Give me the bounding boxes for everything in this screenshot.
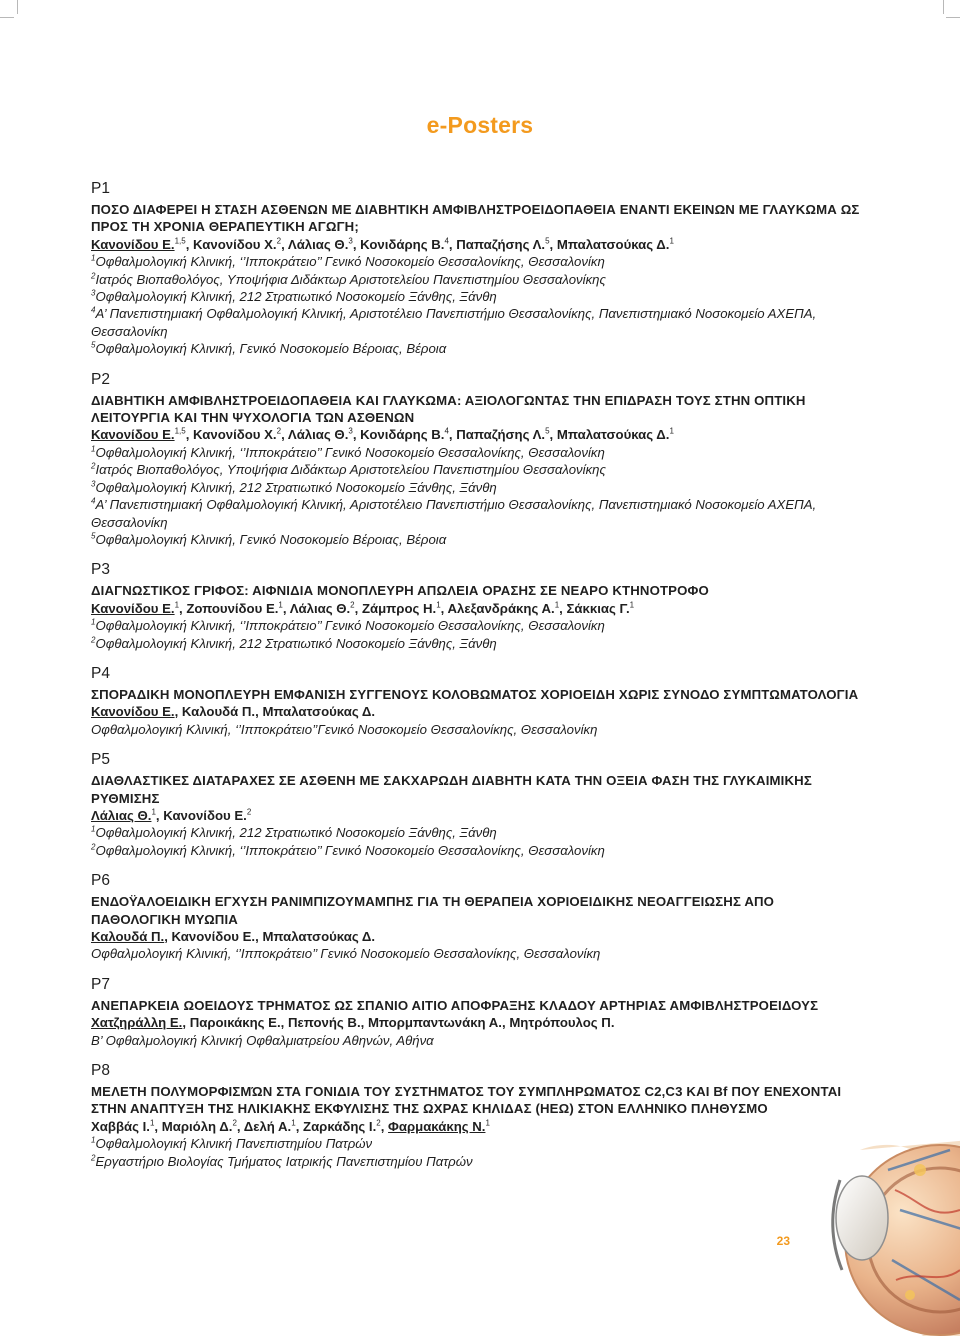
crop-mark xyxy=(946,17,960,18)
author-affiliation-mark: 3 xyxy=(348,236,353,246)
author-affiliation-mark: 1 xyxy=(669,427,674,437)
author-name: Μπαλατσούκας Δ. xyxy=(556,427,670,443)
page-number: 23 xyxy=(776,1234,790,1248)
affiliation-text: Οφθαλμολογική Κλινική, ‘’Ιπποκράτειο’’ Γενικό Νοσοκομείο Θεσσαλονίκης, Θεσσαλονίκη xyxy=(95,842,605,858)
affiliation-text: Οφθαλμολογική Κλινική, 212 Στρατιωτικό Νοσοκομείο Ξάνθης, Ξάνθη xyxy=(95,289,497,305)
affiliation-mark: 2 xyxy=(91,461,96,471)
author-name: Λάλιας Θ. xyxy=(289,600,351,616)
affiliation-mark: 3 xyxy=(91,479,96,489)
affiliation-mark: 4 xyxy=(91,306,96,316)
author-name: Κονιδάρης Β. xyxy=(360,427,445,443)
presenting-author: Καλουδά Π. xyxy=(91,929,165,944)
author-name: Παπαζήσης Λ. xyxy=(456,236,546,252)
poster-id: P2 xyxy=(91,370,110,388)
poster-title: ΣΠΟΡΑΔΙΚΗ ΜΟΝΟΠΛΕΥΡΗ ΕΜΦΑΝΙΣΗ ΣΥΓΓΕΝΟΥΣ ΚΟΛΟΒΩΜΑΤΟΣ ΧΟΡΙΟΕΙΔΗ ΧΩΡΙΣ ΣΥΝΟΔΟ ΣΥΜΠΤΩΜΑΤΟΛΟΓΙΑ xyxy=(91,686,859,702)
author-name: Αλεξανδράκης Α. xyxy=(447,600,555,616)
author-affiliation-mark: 1,5 xyxy=(174,236,186,246)
author-name: Μπορμπαντωνάκη Α. xyxy=(367,1015,502,1031)
poster-id: P5 xyxy=(91,751,110,769)
poster-id: P6 xyxy=(91,872,110,890)
affiliation-text: Οφθαλμολογική Κλινική, ‘’Ιπποκράτειο’’ Γενικό Νοσοκομείο Θεσσαλονίκης, Θεσσαλονίκη xyxy=(91,946,601,962)
affiliation-mark: 2 xyxy=(91,842,96,852)
author-affiliation-mark: 1 xyxy=(629,600,635,610)
author-name: Κανονίδου Ε. xyxy=(171,929,256,944)
poster-authors: Χατζηράλλη Ε., Παροικάκης Ε., Πεπονής Β., Μπορμπαντωνάκη Α., Μητρόπουλος Π. xyxy=(91,1015,615,1031)
presenting-author: Χατζηράλλη Ε. xyxy=(91,1015,183,1031)
author-name: Μπαλατσούκας Δ. xyxy=(262,704,376,720)
presenting-author: Κανονίδου Ε. xyxy=(91,600,175,616)
author-name: Ζοπουνίδου Ε. xyxy=(186,600,279,616)
author-name: Ζάμπρος Η. xyxy=(361,600,437,616)
affiliation-text: Ιατρός Βιοπαθολόγος, Υποψήφια Διδάκτωρ Αριστοτελείου Πανεπιστημίου Θεσσαλονίκης xyxy=(95,271,606,287)
author-affiliation-mark: 2 xyxy=(232,1118,237,1128)
presenting-author: Κανονίδου Ε. xyxy=(91,427,175,443)
affiliation-line xyxy=(91,842,861,859)
author-affiliation-mark: 4 xyxy=(444,236,449,246)
affiliation-text: Οφθαλμολογική Κλινική, Γενικό Νοσοκομείο Βέροιας, Βέροια xyxy=(95,341,447,357)
affiliation-text: Ιατρός Βιοπαθολόγος, Υποψήφια Διδάκτωρ Αριστοτελείου Πανεπιστημίου Θεσσαλονίκης xyxy=(95,462,606,478)
affiliation-text: Οφθαλμολογική Κλινική, Γενικό Νοσοκομείο Βέροιας, Βέροια xyxy=(95,531,447,547)
presenting-author: Λάλιας Θ. xyxy=(91,807,152,823)
author-affiliation-mark: 5 xyxy=(545,236,550,246)
crop-mark xyxy=(0,17,14,18)
author-affiliation-mark: 1 xyxy=(174,600,180,610)
affiliation-line xyxy=(91,1032,861,1049)
author-name: Παροικάκης Ε. xyxy=(189,1015,281,1031)
affiliation-mark: 3 xyxy=(91,288,96,298)
author-affiliation-mark: 2 xyxy=(246,807,252,817)
author-affiliation-mark: 2 xyxy=(276,236,282,246)
poster-authors: Κανονίδου Ε., Καλουδά Π., Μπαλατσούκας Δ. xyxy=(91,704,376,720)
affiliation-line xyxy=(91,1153,861,1170)
affiliation-text: Οφθαλμολογική Κλινική, 212 Στρατιωτικό Νοσοκομείο Ξάνθης, Ξάνθη xyxy=(95,635,497,651)
author-affiliation-mark: 1 xyxy=(149,1118,155,1128)
affiliation-mark: 2 xyxy=(91,1153,96,1163)
poster-authors: Καλουδά Π., Κανονίδου Ε., Μπαλατσούκας Δ. xyxy=(91,929,376,944)
affiliation-line xyxy=(91,824,861,841)
affiliation-line xyxy=(91,617,861,634)
presenting-author: Φαρμακάκης Ν. xyxy=(388,1118,486,1134)
affiliation-mark: 1 xyxy=(91,253,96,263)
affiliation-mark: 5 xyxy=(91,531,96,541)
poster-title: ΕΝΔΟΫΑΛΟΕΙΔΙΚΗ ΕΓΧΥΣΗ ΡΑΝΙΜΠΙΖΟΥΜΑΜΠΗΣ ΓΙΑ ΤΗ ΘΕΡΑΠΕΙΑ ΧΟΡΙΟΕΙΔΙΚΗΣ ΝΕΟΑΓΓΕΙΩΣΗΣ ΑΠΟ ΠΑΘΟΛΟΓΙΚΗ ΜΥΩΠΙΑ xyxy=(91,894,775,927)
author-affiliation-mark: 1 xyxy=(291,1118,296,1128)
poster-id: P7 xyxy=(91,975,110,993)
affiliation-line xyxy=(91,721,861,738)
author-name: Μπαλατσούκας Δ. xyxy=(556,236,670,252)
poster-title: ΔΙΑΘΛΑΣΤΙΚΕΣ ΔΙΑΤΑΡΑΧΕΣ ΣΕ ΑΣΘΕΝΗ ΜΕ ΣΑΚΧΑΡΩΔΗ ΔΙΑΒΗΤΗ ΚΑΤΑ ΤΗΝ ΟΞΕΙΑ ΦΑΣΗ ΤΗΣ ΓΛΥΚΑΙΜΙΚΗΣ ΡΥΘΜΙΣΗΣ xyxy=(91,773,812,806)
poster-title: ΑΝΕΠΑΡΚΕΙΑ ΩΟΕΙΔΟΥΣ ΤΡΗΜΑΤΟΣ ΩΣ ΣΠΑΝΙΟ ΑΙΤΙΟ ΑΠΟΦΡΑΞΗΣ ΚΛΑΔΟΥ ΑΡΤΗΡΙΑΣ ΑΜΦΙΒΛΗΣΤΡΟΕΙΔΟΥΣ xyxy=(91,997,819,1013)
poster-authors: Κανονίδου Ε.$^{1,5}$, Κανονίδου Χ.$^2$, Λάλιας Θ.$^3$, Κονιδάρης Β.$^4$, Παπαζήσης Λ.$^5$, Μπαλατσούκας Δ.$^1$ xyxy=(91,427,674,443)
affiliation-line xyxy=(91,1135,861,1152)
author-name: Μητρόπουλος Π. xyxy=(509,1015,615,1031)
author-affiliation-mark: 2 xyxy=(350,600,355,610)
affiliation-line xyxy=(91,945,861,962)
eye-anatomy-illustration xyxy=(800,1110,960,1336)
affiliation-mark: 1 xyxy=(91,617,96,627)
affiliation-line xyxy=(91,253,861,270)
poster-entry xyxy=(91,560,861,652)
author-name: Παπαζήσης Λ. xyxy=(456,427,546,443)
author-affiliation-mark: 1,5 xyxy=(174,427,186,437)
poster-entry xyxy=(91,975,861,1049)
poster-authors: Χαββάς Ι.$^1$, Μαριόλη Δ.$^2$, Δελή Α.$^1$, Ζαρκάδης Ι.$^2$, Φαρμακάκης Ν.$^1$ xyxy=(91,1118,490,1134)
author-name: Μπαλατσούκας Δ. xyxy=(262,929,376,944)
poster-authors: Λάλιας Θ.$^1$, Κανονίδου Ε.$^2$ xyxy=(91,807,252,823)
presenting-author: Κανονίδου Ε. xyxy=(91,236,175,252)
author-name: Σάκκιας Γ. xyxy=(566,600,630,616)
poster-entry xyxy=(91,1061,861,1170)
affiliation-text: Οφθαλμολογική Κλινική Πανεπιστημίου Πατρών xyxy=(95,1136,373,1152)
poster-entry xyxy=(91,871,861,963)
affiliation-line xyxy=(91,271,861,288)
affiliation-mark: 2 xyxy=(91,271,96,281)
poster-title: ΠΟΣΟ ΔΙΑΦΕΡΕΙ Η ΣΤΑΣΗ ΑΣΘΕΝΩΝ ΜΕ ΔΙΑΒΗΤΙΚΗ ΑΜΦΙΒΛΗΣΤΡΟΕΙΔΟΠΑΘΕΙΑ ΕΝΑΝΤΙ ΕΚΕΙΝΩΝ ΜΕ ΓΛΑΥΚΩΜΑ ΩΣ ΠΡΟΣ ΤΗ ΧΡΟΝΙΑ ΘΕΡΑΠΕΥΤΙΚΗ ΑΓΩΓΗ; xyxy=(91,202,860,235)
affiliation-mark: 1 xyxy=(91,824,96,834)
poster-authors: Κανονίδου Ε.$^1$, Ζοπουνίδου Ε.$^1$, Λάλιας Θ.$^2$, Ζάμπρος Η.$^1$, Αλεξανδράκης Α.$^1$, Σάκκιας Γ.$^1$ xyxy=(91,600,635,616)
affiliation-text: Οφθαλμολογική Κλινική, 212 Στρατιωτικό Νοσοκομείο Ξάνθης, Ξάνθη xyxy=(95,479,497,495)
poster-entry xyxy=(91,370,861,549)
affiliation-line xyxy=(91,288,861,305)
affiliation-text: Οφθαλμολογική Κλινική, ‘’Ιπποκράτειο’’Γενικό Νοσοκομείο Θεσσαλονίκης, Θεσσαλονίκη xyxy=(91,721,598,737)
author-name: Λάλιας Θ. xyxy=(287,236,349,252)
author-name: Ζαρκάδης Ι. xyxy=(303,1118,377,1134)
poster-id: P4 xyxy=(91,664,110,682)
affiliation-line xyxy=(91,635,861,652)
poster-title: ΔΙΑΓΝΩΣΤΙΚΟΣ ΓΡΙΦΟΣ: ΑΙΦΝΙΔΙΑ ΜΟΝΟΠΛΕΥΡΗ ΑΠΩΛΕΙΑ ΟΡΑΣΗΣ ΣΕ ΝΕΑΡΟ ΚΤΗΝΟΤΡΟΦΟ xyxy=(91,583,709,599)
posters-list xyxy=(91,179,861,1182)
affiliation-line xyxy=(91,305,861,340)
author-name: Λάλιας Θ. xyxy=(287,427,349,443)
affiliation-mark: 4 xyxy=(91,496,96,506)
author-affiliation-mark: 3 xyxy=(348,427,353,437)
author-affiliation-mark: 1 xyxy=(151,807,156,817)
affiliation-line xyxy=(91,496,861,531)
affiliation-line xyxy=(91,340,861,357)
author-name: Μαριόλη Δ. xyxy=(161,1118,233,1134)
presenting-author: Κανονίδου Ε. xyxy=(91,704,175,720)
author-affiliation-mark: 2 xyxy=(376,1118,381,1128)
author-affiliation-mark: 1 xyxy=(554,600,560,610)
author-affiliation-mark: 5 xyxy=(545,427,550,437)
poster-entry xyxy=(91,179,861,358)
affiliation-line xyxy=(91,444,861,461)
poster-entry xyxy=(91,750,861,859)
affiliation-line xyxy=(91,479,861,496)
author-affiliation-mark: 1 xyxy=(669,236,674,246)
poster-title: ΔΙΑΒΗΤΙΚΗ ΑΜΦΙΒΛΗΣΤΡΟΕΙΔΟΠΑΘΕΙΑ ΚΑΙ ΓΛΑΥΚΩΜΑ: ΑΞΙΟΛΟΓΩΝΤΑΣ ΤΗΝ ΕΠΙΔΡΑΣΗ ΤΟΥΣ ΣΤΗΝ ΟΠΤΙΚΗ ΛΕΙΤΟΥΡΓΙΑ ΚΑΙ ΤΗΝ ΨΥΧΟΛΟΓΙΑ ΤΩΝ ΑΣΘΕΝΩΝ xyxy=(91,392,806,426)
crop-mark xyxy=(943,0,944,14)
author-name: Δελή Α. xyxy=(243,1118,292,1134)
author-affiliation-mark: 1 xyxy=(278,600,283,610)
affiliation-line xyxy=(91,531,861,548)
affiliation-mark: 1 xyxy=(91,444,96,454)
author-affiliation-mark: 2 xyxy=(276,427,282,437)
author-name: Πεπονής Β. xyxy=(287,1015,361,1031)
author-name: Κανονίδου Ε. xyxy=(163,807,247,823)
poster-title: ΜΕΛΕΤΗ ΠΟΛΥΜΟΡΦΙΣΜΏΝ ΣΤΑ ΓΟΝΙΔΙΑ ΤΟΥ ΣΥΣΤΗΜΑΤΟΣ ΤΟΥ ΣΥΜΠΛΗΡΩΜΑΤΟΣ C2,C3 ΚΑΙ Bf ΠΟΥ ΕΝΕΧΟΝΤΑΙ ΣΤΗΝ ΑΝΑΠΤΥΞΗ ΤΗΣ ΗΛΙΚΙΑΚΗΣ ΕΚΦΥΛΙΣΗΣ ΤΗΣ ΩΧΡΑΣ ΚΗΛΙΔΑΣ (ΗΕΩ) ΣΤΟΝ ΕΛΛΗΝΙΚΟ ΠΛΗΘΥΣΜΟ xyxy=(91,1084,842,1117)
affiliation-text: Α’ Πανεπιστημιακή Οφθαλμολογική Κλινική, Αριστοτέλειο Πανεπιστήμιο Θεσσαλονίκης, Πανεπιστημιακό Νοσοκομείο ΑΧΕΠΑ, Θεσσαλονίκη xyxy=(91,306,817,339)
affiliation-mark: 2 xyxy=(91,635,96,645)
crop-mark xyxy=(17,0,18,14)
poster-entry xyxy=(91,664,861,738)
affiliation-text: Οφθαλμολογική Κλινική, ‘’Ιπποκράτειο’’ Γενικό Νοσοκομείο Θεσσαλονίκης, Θεσσαλονίκη xyxy=(95,618,605,634)
author-name: Κανονίδου Χ. xyxy=(193,236,277,252)
affiliation-text: Α’ Πανεπιστημιακή Οφθαλμολογική Κλινική, Αριστοτέλειο Πανεπιστήμιο Θεσσαλονίκης, Πανεπιστημιακό Νοσοκομείο ΑΧΕΠΑ, Θεσσαλονίκη xyxy=(91,497,817,530)
affiliation-text: Εργαστήριο Βιολογίας Τμήματος Ιατρικής Πανεπιστημίου Πατρών xyxy=(95,1153,473,1169)
poster-id: P1 xyxy=(91,180,110,197)
affiliation-mark: 1 xyxy=(91,1135,96,1145)
affiliation-text: Οφθαλμολογική Κλινική, ‘’Ιπποκράτειο’’ Γενικό Νοσοκομείο Θεσσαλονίκης, Θεσσαλονίκη xyxy=(95,444,605,460)
author-affiliation-mark: 1 xyxy=(436,600,441,610)
poster-id: P8 xyxy=(91,1062,110,1080)
affiliation-line xyxy=(91,461,861,478)
poster-authors: Κανονίδου Ε.$^{1,5}$, Κανονίδου Χ.$^2$, Λάλιας Θ.$^3$, Κονιδάρης Β.$^4$, Παπαζήσης Λ.$^5$, Μπαλατσούκας Δ.$^1$ xyxy=(91,236,674,252)
author-affiliation-mark: 1 xyxy=(485,1118,490,1128)
author-name: Κονιδάρης Β. xyxy=(360,236,445,252)
page-title: e-Posters xyxy=(426,112,534,138)
author-name: Κανονίδου Χ. xyxy=(193,427,277,443)
affiliation-mark: 5 xyxy=(91,340,96,350)
author-name: Χαββάς Ι. xyxy=(91,1118,150,1134)
affiliation-text: Οφθαλμολογική Κλινική, 212 Στρατιωτικό Νοσοκομείο Ξάνθης, Ξάνθη xyxy=(95,825,497,841)
poster-id: P3 xyxy=(91,561,110,579)
author-name: Καλουδά Π. xyxy=(181,704,256,720)
affiliation-text: Β’ Οφθαλμολογική Κλινική Οφθαλμιατρείου Αθηνών, Αθήνα xyxy=(91,1032,434,1048)
affiliation-text: Οφθαλμολογική Κλινική, ‘’Ιπποκράτειο’’ Γενικό Νοσοκομείο Θεσσαλονίκης, Θεσσαλονίκη xyxy=(95,254,605,270)
author-affiliation-mark: 4 xyxy=(444,427,449,437)
